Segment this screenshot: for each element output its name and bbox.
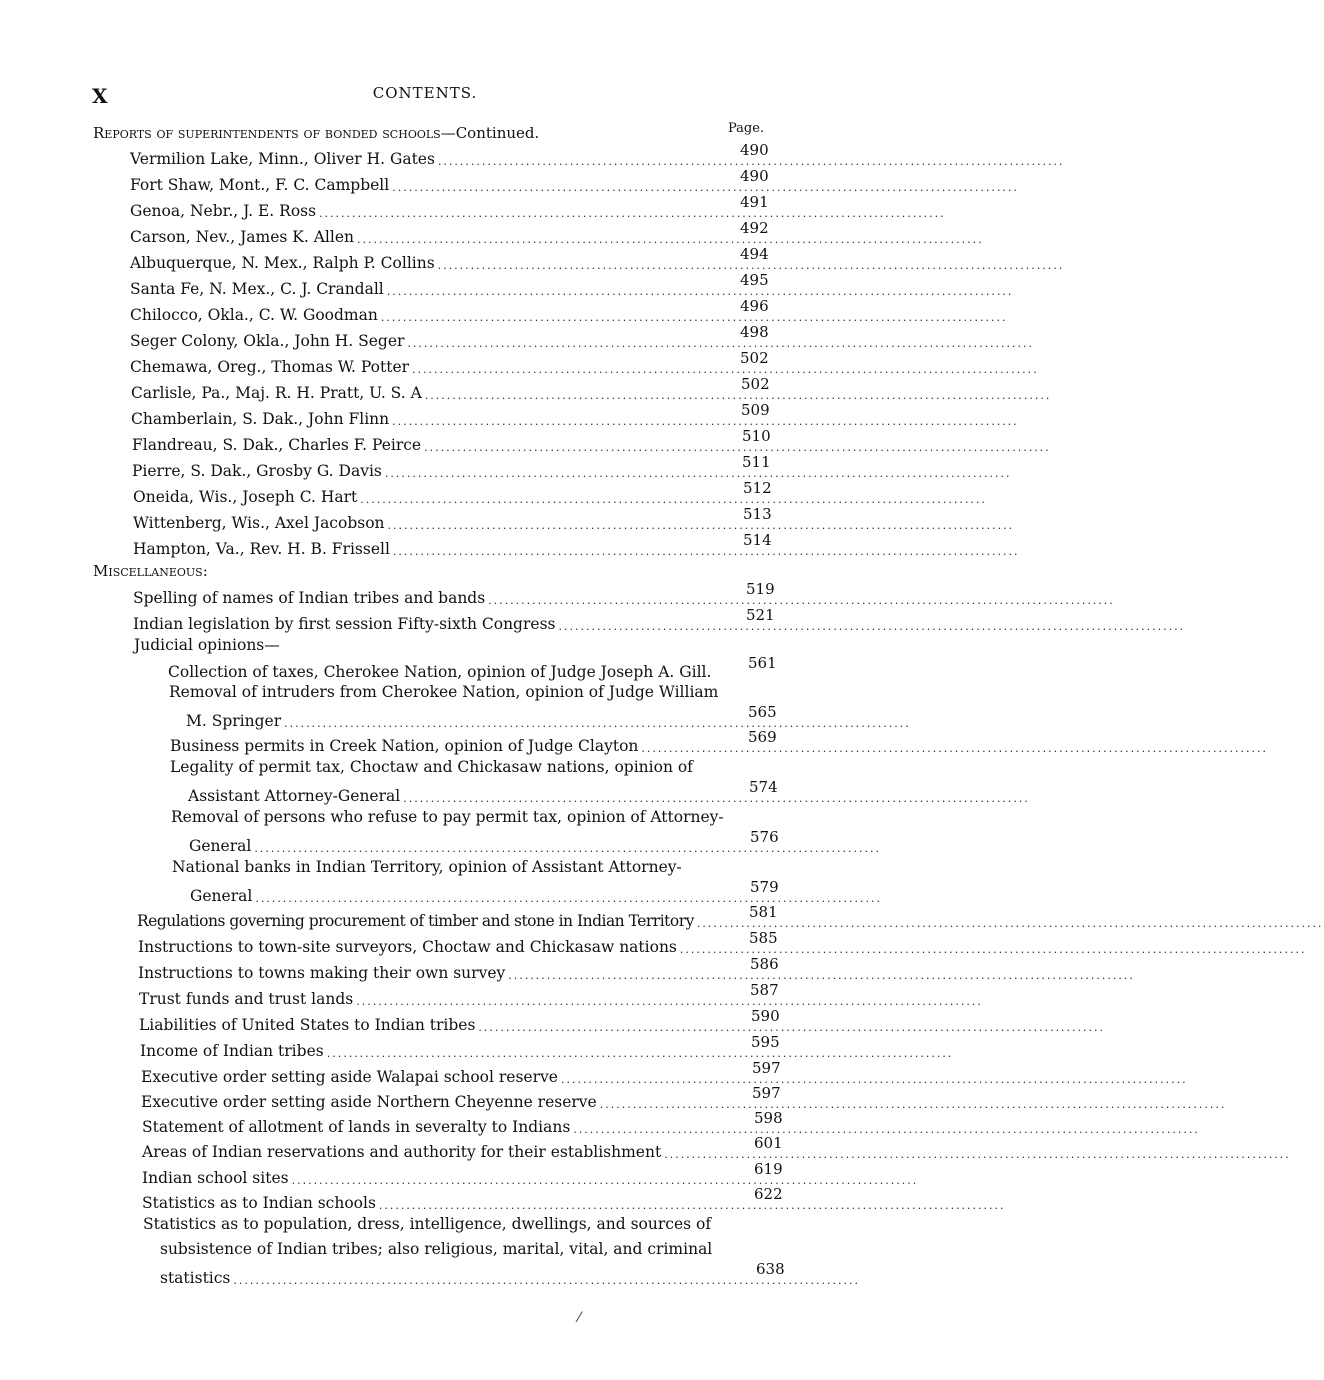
entry-page: 514: [743, 531, 772, 549]
entry-title: Carson, Nev., James K. Allen: [130, 227, 354, 246]
entry-page: 598: [754, 1109, 783, 1127]
entry-title: Chamberlain, S. Dak., John Flinn: [131, 409, 390, 428]
entry-page: 519: [746, 580, 775, 598]
entry-page: 585: [749, 929, 778, 947]
entry-title: Liabilities of United States to Indian tribes: [139, 1015, 476, 1034]
entry-page: 496: [740, 297, 769, 315]
leader-dots: ..................................................................................................................: [291, 1174, 919, 1187]
leader-dots: ..................................................................................................................: [387, 519, 1015, 532]
leader-dots: ..................................................................................................................: [508, 969, 1135, 982]
entry-page: 601: [754, 1134, 783, 1152]
leader-dots: ..................................................................................................................: [284, 717, 911, 730]
leader-dots: ..................................................................................................................: [326, 1047, 954, 1060]
entry-page: 565: [748, 703, 777, 721]
leader-dots: ..................................................................................................................: [573, 1123, 1200, 1136]
entry-title: Instructions to towns making their own survey: [138, 963, 506, 982]
judicial-opinions-heading: Judicial opinions—: [134, 636, 280, 654]
entry-title: Carlisle, Pa., Maj. R. H. Pratt, U. S. A: [131, 383, 422, 402]
entry-title: Regulations governing procurement of timber and stone in Indian Territory: [137, 911, 694, 930]
entry-page: 513: [743, 505, 772, 523]
stray-mark: ⁄: [578, 1310, 581, 1326]
entry-title: Collection of taxes, Cherokee Nation, opinion of Judge Joseph A. Gill.: [168, 662, 712, 681]
entry-title-line1: Removal of persons who refuse to pay permit tax, opinion of Attorney-: [171, 808, 724, 826]
entry-page: 521: [746, 606, 775, 624]
leader-dots: ..................................................................................................................: [437, 155, 1065, 168]
entry-page: 502: [741, 375, 770, 393]
leader-dots: ..................................................................................................................: [558, 620, 1186, 633]
entry-page: 511: [742, 453, 771, 471]
section-heading-reports: [93, 124, 539, 142]
entry-title: Spelling of names of Indian tribes and bands: [133, 588, 486, 607]
leader-dots: ..................................................................................................................: [424, 389, 1052, 402]
leader-dots: ..................................................................................................................: [696, 917, 1324, 930]
entry-page: 561: [748, 654, 777, 672]
leader-dots: ..................................................................................................................: [599, 1098, 1227, 1111]
entry-page: 495: [740, 271, 769, 289]
entry-page: 586: [750, 955, 779, 973]
page-column-label: Page.: [728, 121, 765, 136]
entry-page: 491: [740, 193, 769, 211]
entry-page: 587: [750, 981, 779, 999]
entry-title: Albuquerque, N. Mex., Ralph P. Collins: [130, 253, 435, 272]
entry-page: 502: [740, 349, 769, 367]
entry-page: 494: [740, 245, 769, 263]
leader-dots: ..................................................................................................................: [403, 792, 1030, 805]
entry-title: Instructions to town-site surveyors, Choctaw and Chickasaw nations: [138, 937, 677, 956]
entry-page: 590: [751, 1007, 780, 1025]
leader-dots: ..................................................................................................................: [392, 415, 1019, 428]
entry-page: 576: [750, 828, 779, 846]
leader-dots: ..................................................................................................................: [407, 337, 1035, 350]
entry-title: Vermilion Lake, Minn., Oliver H. Gates: [130, 149, 435, 168]
entry-title: Executive order setting aside Walapai school reserve: [141, 1067, 558, 1086]
entry-title: Executive order setting aside Northern Cheyenne reserve: [141, 1092, 597, 1111]
entry-page: 498: [740, 323, 769, 341]
entry-title: General: [189, 836, 252, 855]
entry-title-line1: Statistics as to population, dress, intelligence, dwellings, and sources of: [143, 1215, 712, 1233]
entry-title: M. Springer: [186, 711, 282, 730]
entry-page: 490: [740, 141, 769, 159]
entry-title: Pierre, S. Dak., Grosby G. Davis: [132, 461, 382, 480]
entry-title: Indian legislation by first session Fifty-sixth Congress: [133, 614, 556, 633]
leader-dots: ..................................................................................................................: [319, 207, 946, 220]
entry-title-line1: National banks in Indian Territory, opinion of Assistant Attorney-: [172, 858, 682, 876]
entry-title: Income of Indian tribes: [140, 1041, 324, 1060]
entry-title: Seger Colony, Okla., John H. Seger: [130, 331, 405, 350]
leader-dots: ..................................................................................................................: [392, 181, 1019, 194]
entry-title: Chemawa, Oreg., Thomas W. Potter: [130, 357, 410, 376]
leader-dots: ..................................................................................................................: [478, 1021, 1106, 1034]
entry-page: 581: [749, 903, 778, 921]
entry-title: Wittenberg, Wis., Axel Jacobson: [133, 513, 385, 532]
entry-title-line1: Removal of intruders from Cherokee Nation, opinion of Judge William: [169, 683, 719, 701]
entry-page: 512: [743, 479, 772, 497]
leader-dots: ..................................................................................................................: [560, 1073, 1188, 1086]
reports-heading-text: Reports of superintendents of bonded schools: [93, 124, 441, 142]
leader-dots: ..................................................................................................................: [356, 995, 983, 1008]
entry-page: 597: [752, 1059, 781, 1077]
entry-page: 595: [751, 1033, 780, 1051]
leader-dots: ..................................................................................................................: [378, 1199, 1006, 1212]
entry-title: Flandreau, S. Dak., Charles F. Peirce: [132, 435, 422, 454]
entry-page: 579: [750, 878, 779, 896]
leader-dots: ..................................................................................................................: [356, 233, 984, 246]
entry-title: Statistics as to Indian schools: [142, 1193, 376, 1212]
entry-title: Fort Shaw, Mont., F. C. Campbell: [130, 175, 390, 194]
entry-title-line2: subsistence of Indian tribes; also religious, marital, vital, and criminal: [160, 1240, 713, 1258]
section-heading-miscellaneous: Miscellaneous:: [93, 562, 208, 580]
entry-page: 510: [742, 427, 771, 445]
entry-page: 490: [740, 167, 769, 185]
entry-title: statistics: [160, 1268, 231, 1287]
leader-dots: ..................................................................................................................: [255, 892, 882, 905]
entry-page: 622: [754, 1185, 783, 1203]
reports-heading-suffix: —Continued.: [440, 124, 540, 142]
leader-dots: ..................................................................................................................: [254, 842, 881, 855]
entry-page: 509: [741, 401, 770, 419]
entry-title: Chilocco, Okla., C. W. Goodman: [130, 305, 378, 324]
entry-title: Oneida, Wis., Joseph C. Hart: [133, 487, 358, 506]
entry-title: Areas of Indian reservations and authority for their establishment: [142, 1142, 662, 1161]
entry-page: 492: [740, 219, 769, 237]
entry-title: Assistant Attorney-General: [188, 786, 401, 805]
leader-dots: ..................................................................................................................: [488, 594, 1115, 607]
entry-title: Genoa, Nebr., J. E. Ross: [130, 201, 317, 220]
entry-title: Hampton, Va., Rev. H. B. Frissell: [133, 539, 390, 558]
entry-page: 574: [749, 778, 778, 796]
leader-dots: ..................................................................................................................: [664, 1148, 1291, 1161]
entry-title: Santa Fe, N. Mex., C. J. Crandall: [130, 279, 384, 298]
leader-dots: ..................................................................................................................: [384, 467, 1012, 480]
entry-title: Indian school sites: [142, 1168, 289, 1187]
entry-title: Business permits in Creek Nation, opinion of Judge Clayton: [170, 736, 639, 755]
leader-dots: ..................................................................................................................: [392, 545, 1020, 558]
entry-title: Statement of allotment of lands in severalty to Indians: [142, 1117, 571, 1136]
entry-page: 638: [756, 1260, 785, 1278]
leader-dots: ..................................................................................................................: [679, 943, 1307, 956]
entry-page: 619: [754, 1160, 783, 1178]
leader-dots: ..................................................................................................................: [437, 259, 1065, 272]
leader-dots: ..................................................................................................................: [233, 1274, 861, 1287]
leader-dots: ..................................................................................................................: [424, 441, 1051, 454]
page-number: X: [92, 84, 108, 108]
entry-page: 597: [752, 1084, 781, 1102]
leader-dots: ..................................................................................................................: [386, 285, 1014, 298]
page-title: CONTENTS.: [372, 84, 478, 102]
leader-dots: ..................................................................................................................: [641, 742, 1269, 755]
entry-page: 569: [748, 728, 777, 746]
leader-dots: ..................................................................................................................: [412, 363, 1039, 376]
entry-title: General: [190, 886, 253, 905]
entry-title: Trust funds and trust lands: [139, 989, 354, 1008]
leader-dots: ..................................................................................................................: [360, 493, 987, 506]
entry-title-line1: Legality of permit tax, Choctaw and Chickasaw nations, opinion of: [170, 758, 693, 776]
leader-dots: ..................................................................................................................: [380, 311, 1008, 324]
